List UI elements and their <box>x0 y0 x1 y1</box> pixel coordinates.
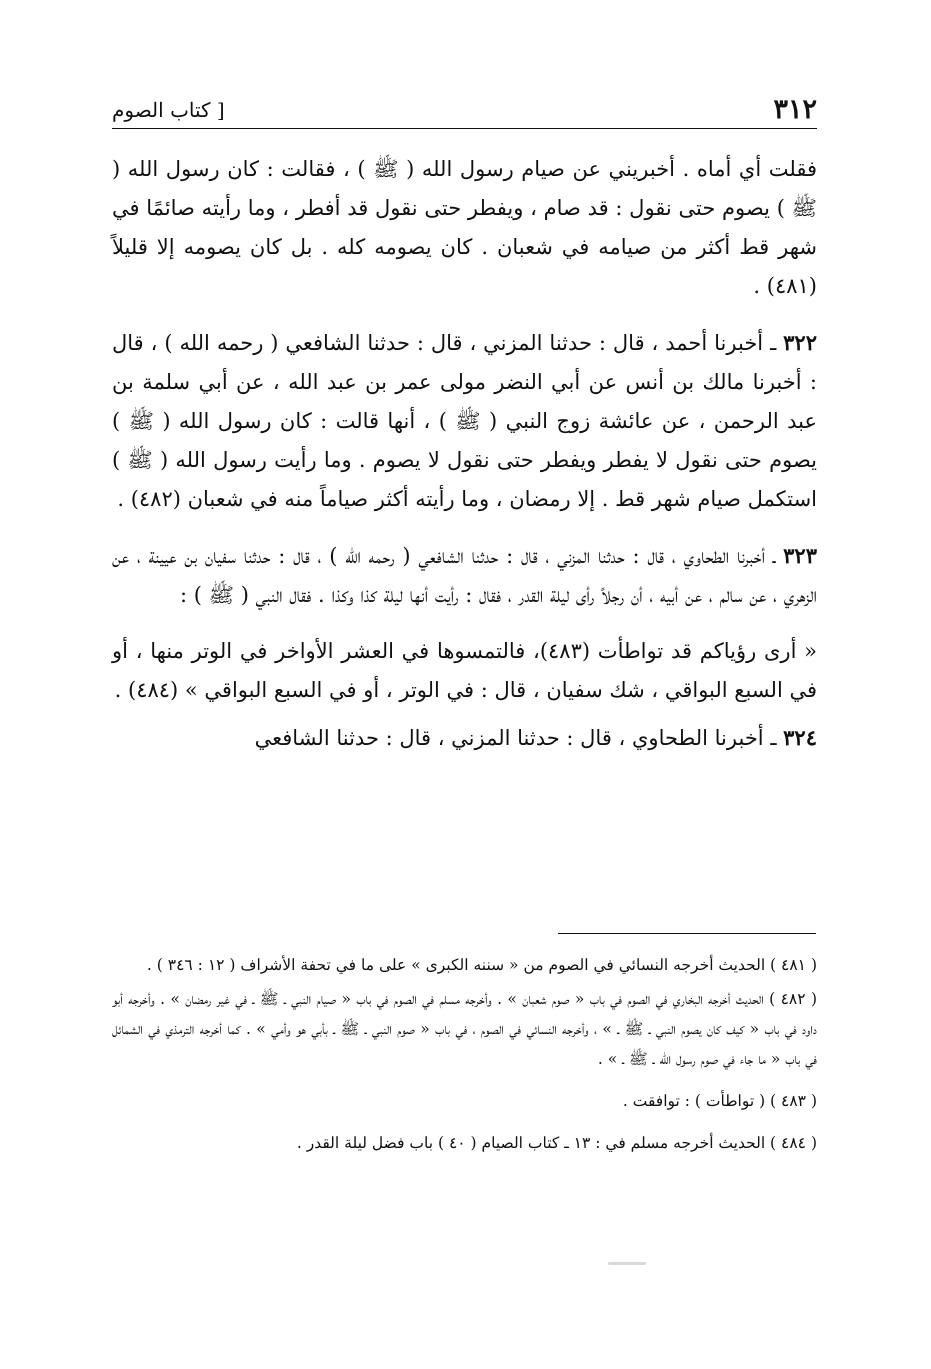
page-number: ٣١٢ <box>773 94 817 125</box>
main-text <box>112 150 817 775</box>
hadith-quote: « أرى رؤياكم قد تواطأت (٤٨٣)، فالتمسوها في العشر الأواخر في الوتر منها ، أو في السبع البواقي ، شك سفيان ، قال : في الوتر ، أو في السبع البواقي » (٤٨٤) . <box>112 639 817 702</box>
hadith-324 <box>112 718 817 758</box>
footnote-separator <box>558 933 816 934</box>
scan-smudge <box>608 1262 646 1265</box>
hadith-322 <box>112 323 817 519</box>
page-header <box>112 88 817 129</box>
hadith-text: ـ أخبرنا الطحاوي ، قال : حدثنا المزني ، قال : حدثنا الشافعي ( رحمه الله ) ، قال : حدثنا سفيان بن عيينة ، عن الزهري ، عن سالم ، عن أبيه ، أن رجلاً رأى ليلة القدر ، فقال : رأيت أنها ليلة كذا وكذا . فقال النبي ( ﷺ ) : <box>112 544 817 607</box>
hadith-number: ٣٢٢ <box>783 330 817 355</box>
footnote-484: ( ٤٨٤ ) الحديث أخرجه مسلم في : ١٣ ـ كتاب الصيام ( ٤٠ ) باب فضل ليلة القدر . <box>296 1134 817 1152</box>
paragraph-continuation: فقلت أي أماه . أخبريني عن صيام رسول الله ( ﷺ ) ، فقالت : كان رسول الله ( ﷺ ) يصوم حتى نقول : قد صام ، ويفطر حتى نقول قد أفطر ، وما رأيته صائمًا في شهر قط أكثر من صيامه في شعبان . كان يصومه كله . بل كان يصومه إلا قليلاً (٤٨١) . <box>112 157 817 298</box>
running-title: [ كتاب الصوم <box>112 98 225 122</box>
hadith-323 <box>112 536 817 615</box>
hadith-number: ٣٢٣ <box>783 543 817 568</box>
footnotes <box>112 950 817 1162</box>
footnote-481: ( ٤٨١ ) الحديث أخرجه النسائي في الصوم من « سننه الكبرى » على ما في تحفة الأشراف ( ١٢ : ٣٤٦ ) . <box>146 956 817 974</box>
hadith-text: ـ أخبرنا أحمد ، قال : حدثنا المزني ، قال : حدثنا الشافعي ( رحمه الله ) ، قال : أخبرنا مالك بن أنس عن أبي النضر مولى عمر بن عبد الله ، عن أبي سلمة بن عبد الرحمن ، عن عائشة زوج النبي ( ﷺ ) ، أنها قالت : كان رسول الله ( ﷺ ) يصوم حتى نقول لا يفطر ويفطر حتى نقول لا يصوم . وما رأيت رسول الله ( ﷺ ) استكمل صيام شهر قط . إلا رمضان ، وما رأيته أكثر صياماً منه في شعبان (٤٨٢) . <box>112 331 817 511</box>
hadith-text: ـ أخبرنا الطحاوي ، قال : حدثنا المزني ، قال : حدثنا الشافعي <box>254 726 784 750</box>
hadith-number: ٣٢٤ <box>783 725 817 750</box>
footnote-482: ( ٤٨٢ ) الحديث أخرجه البخاري في الصوم في باب « صوم شعبان » . وأخرجه مسلم في الصوم في باب « صيام النبي ـ ﷺ ـ في غير رمضان » . وأخرجه أبو داود في باب « كيف كان يصوم النبي ـ ﷺ ـ » ، وأخرجه النسائي في الصوم ، في باب « صوم النبي ـ ﷺ ـ بأبي هو وأمي » . كما أخرجه الترمذي في الشمائل في باب « ما جاء في صوم رسول الله ـ ﷺ ـ » . <box>112 990 817 1068</box>
footnote-483: ( ٤٨٣ ) ( تواطأت ) : توافقت . <box>622 1092 817 1110</box>
